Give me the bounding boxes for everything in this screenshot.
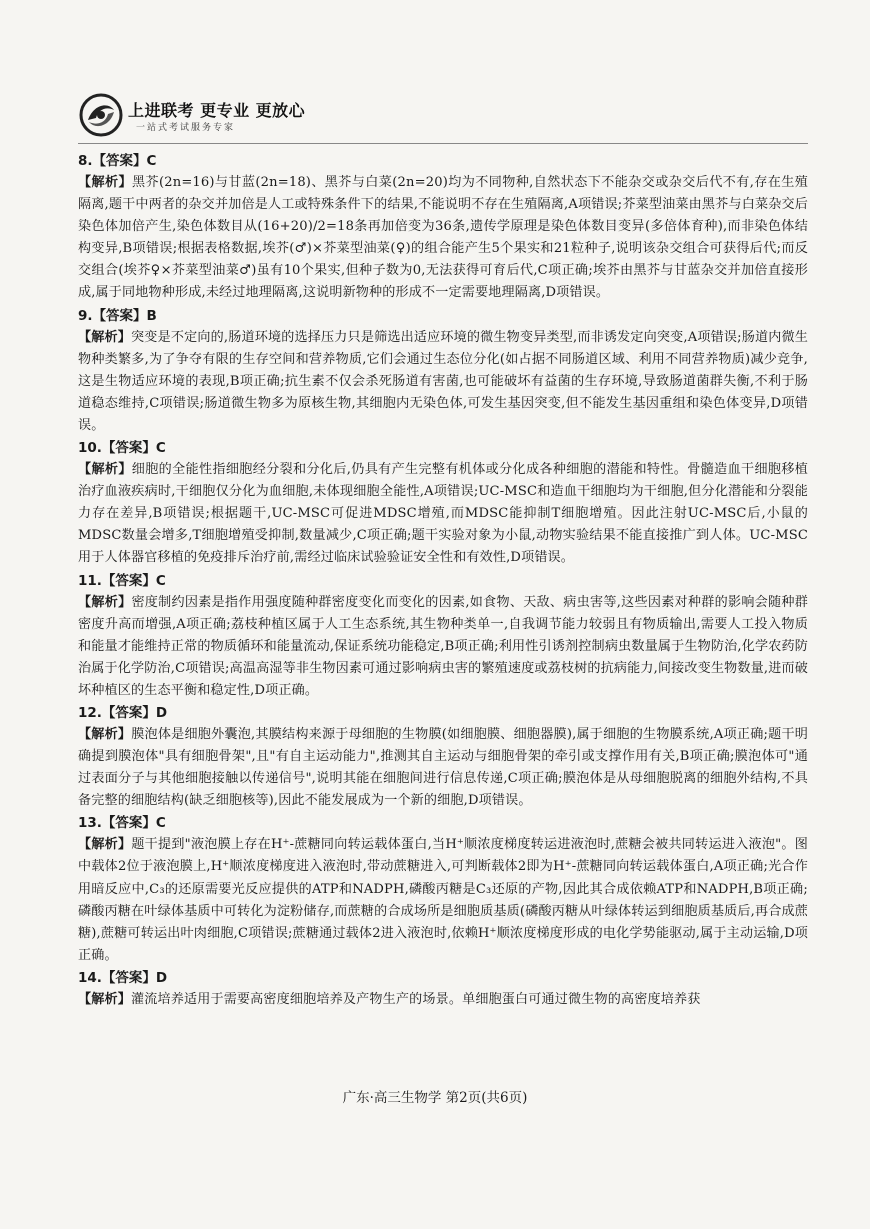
explanation-label: 【解析】 xyxy=(78,329,132,345)
brand-logo-icon xyxy=(78,92,124,138)
answer-line xyxy=(78,702,808,724)
answer-value: C xyxy=(155,440,166,457)
page-footer: 广东·高三生物学 第2页(共6页) xyxy=(342,1090,528,1106)
answer-value: B xyxy=(146,307,157,324)
explanation-label: 【解析】 xyxy=(78,991,131,1007)
question-10 xyxy=(78,437,808,569)
explanation xyxy=(78,459,808,569)
explanation-text: 灌流培养适用于需要高密度细胞培养及产物生产的场景。单细胞蛋白可通过微生物的高密度培养获 xyxy=(130,991,701,1007)
answer-line xyxy=(78,812,808,834)
question-number: 9. xyxy=(78,307,93,324)
question-number: 10. xyxy=(78,440,102,457)
answer-value: C xyxy=(155,572,166,589)
explanation xyxy=(78,172,808,305)
explanation xyxy=(78,834,808,967)
explanation-text: 黑芥(2n=16)与甘蓝(2n=18)、黑芥与白菜(2n=20)均为不同物种,自然状态下不能杂交或杂交后代不有,存在生殖隔离,题干中两者的杂交并加倍是人工或特殊条件下的结果,不能说明不存在生殖隔离,A项错误;芥菜型油菜由黑芥与白菜杂交后染色体加倍产生,染色体数目从(16+20)/2=18条再加倍变为36条,遗传学原理是染色体数目变异(多倍体育种),而非染色体结构变异,B项错误;根据表格数据,埃芥(♂)×芥菜型油菜(♀)的组合能产生5个果实和21粒种子,说明该杂交组合可获得后代;而反交组合(埃芥♀×芥菜型油菜♂)虽有10个果实,但种子数为0,无法获得可育后代,C项正确;埃芥由黑芥与甘蓝杂交并加倍直接形成,属于同地物种形成,未经过地理隔离,这说明新物种的形成不一定需要地理隔离,D项错误。 xyxy=(78,175,808,301)
explanation-label: 【解析】 xyxy=(78,175,132,190)
question-number: 11. xyxy=(78,572,102,589)
explanation-text: 膜泡体是细胞外囊泡,其膜结构来源于母细胞的生物膜(如细胞膜、细胞器膜),属于细胞的生物膜系统,A项正确;题干明确提到膜泡体"具有细胞骨架",且"有自主运动能力",推测其自主运动与细胞骨架的牵引或支撑作用有关,B项正确;膜泡体可"通过表面分子与其他细胞接触以传递信号",说明其能在细胞间进行信息传递,C项正确;膜泡体是从母细胞脱离的细胞外结构,不具备完整的细胞结构(缺乏细胞核等),因此不能发展成为一个新的细胞,D项错误。 xyxy=(78,726,808,809)
explanation-label: 【解析】 xyxy=(78,726,132,742)
brand-name: 上进联考 更专业 更放心 xyxy=(128,101,306,120)
answer-value: C xyxy=(146,153,157,169)
question-number: 13. xyxy=(78,815,102,832)
explanation-text: 题干提到"液泡膜上存在H⁺-蔗糖同向转运载体蛋白,当H⁺顺浓度梯度转运进液泡时,蔗糖会被共同转运进入液泡"。图中载体2位于液泡膜上,H⁺顺浓度梯度进入液泡时,带动蔗糖进入,可判断载体2即为H⁺-蔗糖同向转运载体蛋白,A项正确;光合作用暗反应中,C₃的还原需要光反应提供的ATP和NADPH,磷酸丙糖是C₃还原的产物,因此其合成依赖ATP和NADPH,B项正确;磷酸丙糖在叶绿体基质中可转化为淀粉储存,而蔗糖的合成场所是细胞质基质(磷酸丙糖从叶绿体转运到细胞质基质后,再合成蔗糖),蔗糖可转运出叶肉细胞,C项错误;蔗糖通过载体2进入液泡时,依赖H⁺顺浓度梯度形成的电化学势能驱动,属于主动运输,D项正确。 xyxy=(78,837,808,963)
brand-tagline: 一站式考试服务专家 xyxy=(136,123,236,133)
answer-label: 【答案】 xyxy=(92,307,147,324)
question-number: 14. xyxy=(78,969,102,986)
answer-label: 【答案】 xyxy=(101,572,156,589)
explanation-label: 【解析】 xyxy=(78,837,132,853)
answer-label: 【答案】 xyxy=(92,153,147,169)
explanation-text: 细胞的全能性指细胞经分裂和分化后,仍具有产生完整有机体或分化成各种细胞的潜能和特性。骨髓造血干细胞移植治疗血液疾病时,干细胞仅分化为血细胞,未体现细胞全能性,A项错误;UC-MSC和造血干细胞均为干细胞,但分化潜能和分裂能力存在差异,B项错误;根据题干,UC-MSC可促进MDSC增殖,而MDSC能抑制T细胞增殖。因此注射UC-MSC后,小鼠的MDSC数量会增多,T细胞增殖受抑制,数量减少,C项正确;题干实验对象为小鼠,动物实验结果不能直接推广到人体。UC-MSC用于人体器官移植的免疫排斥治疗前,需经过临床试验验证安全性和有效性,D项错误。 xyxy=(78,462,808,566)
answer-label: 【答案】 xyxy=(101,815,156,832)
question-11 xyxy=(78,570,808,702)
explanation xyxy=(78,989,808,1011)
answer-line xyxy=(78,437,808,459)
answer-label: 【答案】 xyxy=(101,440,156,457)
question-14 xyxy=(78,967,808,1011)
answer-line xyxy=(78,150,808,172)
explanation-text: 突变是不定向的,肠道环境的选择压力只是筛选出适应环境的微生物变异类型,而非诱发定向突变,A项错误;肠道内微生物种类繁多,为了争夺有限的生存空间和营养物质,它们会通过生态位分化(如占据不同肠道区域、利用不同营养物质)减少竞争,这是生物适应环境的表现,B项正确;抗生素不仅会杀死肠道有害菌,也可能破坏有益菌的生存环境,导致肠道菌群失衡,不利于肠道稳态维持,C项错误;肠道微生物多为原核生物,其细胞内无染色体,可发生基因突变,但不能发生基因重组和染色体变异,D项错误。 xyxy=(78,329,808,433)
answer-line xyxy=(78,305,808,327)
answer-value: D xyxy=(155,969,168,986)
question-number: 8. xyxy=(78,153,93,169)
question-8 xyxy=(78,150,808,305)
answer-label: 【答案】 xyxy=(101,969,156,986)
answer-line xyxy=(78,967,808,989)
question-number: 12. xyxy=(78,704,102,721)
header-divider xyxy=(78,143,808,144)
explanation-label: 【解析】 xyxy=(78,462,132,478)
explanation xyxy=(78,592,808,702)
explanation xyxy=(78,724,808,812)
answer-label: 【答案】 xyxy=(101,704,156,721)
answer-line xyxy=(78,570,808,592)
question-13 xyxy=(78,812,808,967)
answer-value: D xyxy=(155,704,168,721)
question-12 xyxy=(78,702,808,812)
explanation xyxy=(78,327,808,437)
explanation-label: 【解析】 xyxy=(78,594,132,610)
page-header xyxy=(78,92,798,140)
explanation-text: 密度制约因素是指作用强度随种群密度变化而变化的因素,如食物、天敌、病虫害等,这些因素对种群的影响会随种群密度升高而增强,A项正确;荔枝种植区属于人工生态系统,其生物种类单一,自我调节能力较弱且有物质输出,需要人工投入物质和能量才能维持正常的物质循环和能量流动,保证系统功能稳定,B项正确;利用性引诱剂控制病虫数量属于生物防治,化学农药防治属于化学防治,C项错误;高温高湿等非生物因素可通过影响病虫害的繁殖速度或荔枝树的抗病能力,间接改变生物数量,进而破坏种植区的生态平衡和稳定性,D项正确。 xyxy=(78,594,808,698)
answer-value: C xyxy=(155,815,166,832)
answer-explanations xyxy=(78,150,808,1011)
question-9 xyxy=(78,305,808,437)
